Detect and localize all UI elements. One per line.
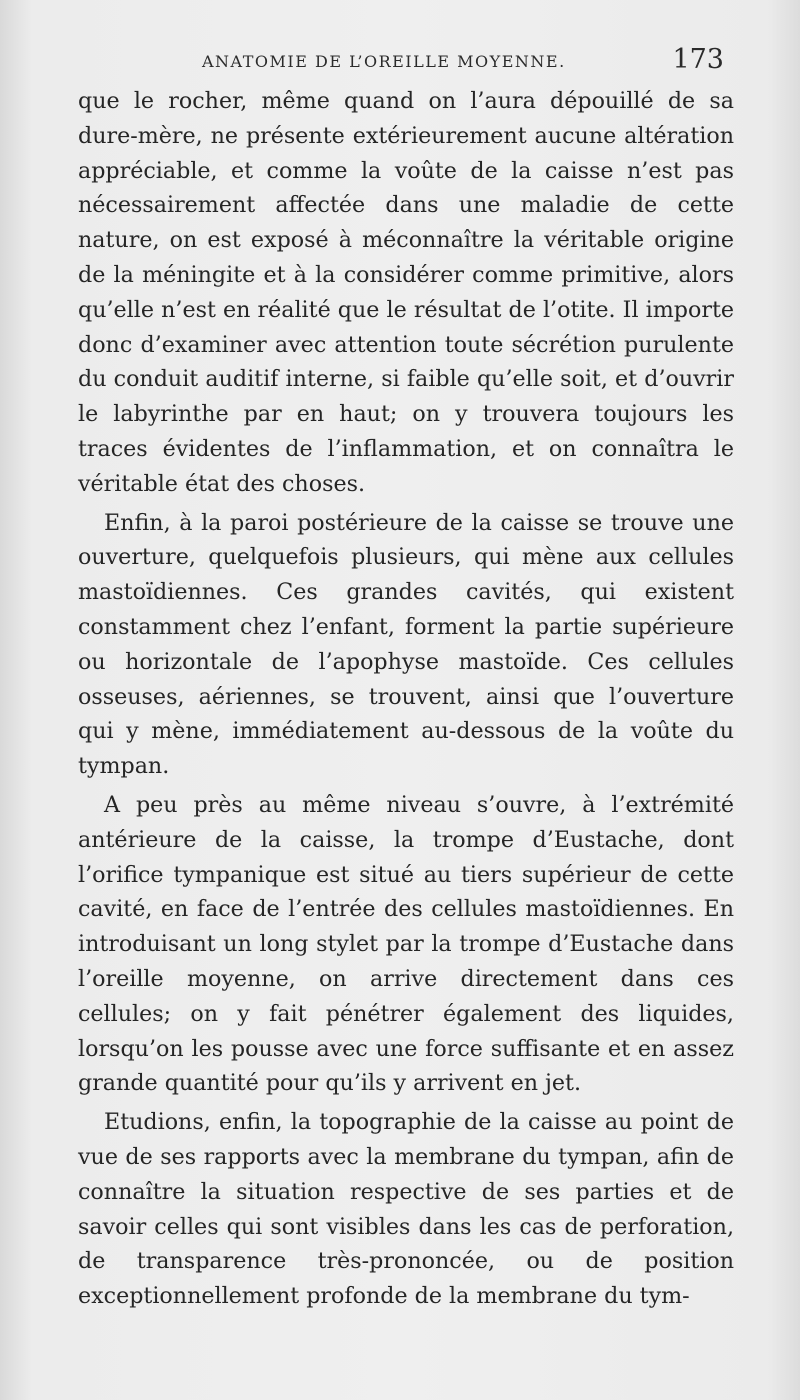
paragraph-continued: que le rocher, même quand on l’aura dépouillé de sa dure-mère, ne présente extérieurement aucune altération appréciable, et comme la voûte de la caisse n’est pas nécessairement affectée dans une maladie de cette nature, on est exposé à méconnaître la véritable origine de la méningite et à la considérer comme primitive, alors qu’elle n’est en réalité que le résultat de l’otite. Il importe donc d’examiner avec attention toute sécrétion purulente du conduit auditif interne, si faible qu’elle soit, et d’ouvrir le labyrinthe par en haut; on y trouvera toujours les traces évidentes de l’inflammation, et on connaîtra le véritable état des choses. (78, 88, 734, 497)
paragraph-topography: Etudions, enfin, la topographie de la caisse au point de vue de ses rapports avec la membrane du tympan, afin de connaître la situation respective de ses parties et de savoir celles qui sont visibles dans les cas de perforation, de transparence très-prononcée, ou de position exceptionnellement profonde de la membrane du tym- (78, 1109, 734, 1310)
paragraph-eustachian-tube: A peu près au même niveau s’ouvre, à l’extrémité antérieure de la caisse, la trompe d’Eustache, dont l’orifice tympanique est situé au tiers supérieur de cette cavité, en face de l’entrée des cellules mastoïdiennes. En introduisant un long stylet par la trompe d’Eustache dans l’oreille moyenne, on arrive directement dans ces cellules; on y fait pénétrer également des liquides, lorsqu’on les pousse avec une force suffisante et en assez grande quantité pour qu’ils y arrivent en jet. (78, 791, 734, 1097)
paragraph-mastoid-cells: Enfin, à la paroi postérieure de la caisse se trouve une ouverture, quelquefois plusieurs, qui mène aux cellules mastoïdiennes. Ces grandes cavités, qui existent constamment chez l’enfant, forment la partie supérieure ou horizontale de l’apophyse mastoïde. Ces cellules osseuses, aériennes, se trouvent, ainsi que l’ouverture qui y mène, immédiatement au-dessous de la voûte du tympan. (78, 509, 734, 780)
page-number: 173 (672, 44, 724, 75)
page-header (78, 44, 730, 80)
running-title: ANATOMIE DE L’OREILLE MOYENNE. (202, 52, 566, 71)
body-text (78, 84, 734, 1314)
